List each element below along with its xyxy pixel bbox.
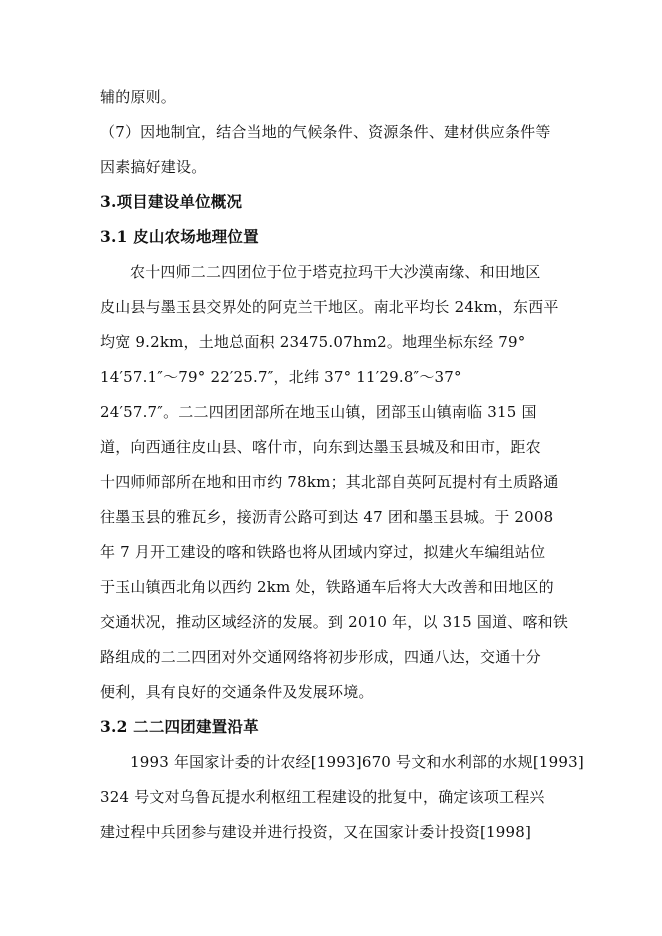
text-line-8: 均宽 9.2km，土地总面积 23475.07hm2。地理坐标东经 79° — [100, 333, 526, 351]
text-line-20: 1993 年国家计委的计农经[1993]670 号文和水利部的水规[1993] — [130, 753, 584, 771]
text-line-11: 道，向西通往皮山县、喀什市，向东到达墨玉县城及和田市，距农 — [100, 438, 541, 456]
text-line-1: 辅的原则。 — [100, 88, 177, 106]
text-line-2: （7）因地制宜，结合当地的气候条件、资源条件、建材供应条件等 — [100, 123, 551, 141]
section-heading-3: 3.项目建设单位概况 — [100, 192, 243, 211]
section-heading-3-1: 3.1 皮山农场地理位置 — [100, 227, 259, 246]
text-line-3: 因素搞好建设。 — [100, 158, 207, 176]
text-line-18: 便利，具有良好的交通条件及发展环境。 — [100, 683, 374, 701]
text-line-12: 十四师师部所在地和田市约 78km；其北部自英阿瓦提村有土质路通 — [100, 473, 559, 491]
text-line-16: 交通状况，推动区域经济的发展。到 2010 年，以 315 国道、喀和铁 — [100, 613, 569, 631]
text-line-17: 路组成的二二四团对外交通网络将初步形成，四通八达，交通十分 — [100, 648, 541, 666]
text-line-13: 往墨玉县的雅瓦乡，接沥青公路可到达 47 团和墨玉县城。于 2008 — [100, 508, 554, 526]
text-line-7: 皮山县与墨玉县交界处的阿克兰干地区。南北平均长 24km，东西平 — [100, 298, 559, 316]
text-line-6: 农十四师二二四团位于位于塔克拉玛干大沙漠南缘、和田地区 — [130, 263, 541, 281]
text-line-9: 14′57.1″～79° 22′25.7″，北纬 37° 11′29.8″～37° — [100, 368, 462, 386]
text-line-10: 24′57.7″。二二四团团部所在地玉山镇，团部玉山镇南临 315 国 — [100, 403, 537, 421]
text-line-21: 324 号文对乌鲁瓦提水利枢纽工程建设的批复中，确定该项工程兴 — [100, 788, 545, 806]
text-line-14: 年 7 月开工建设的喀和铁路也将从团域内穿过，拟建火车编组站位 — [100, 543, 546, 561]
text-line-22: 建过程中兵团参与建设并进行投资，又在国家计委计投资[1998] — [100, 823, 532, 841]
section-heading-3-2: 3.2 二二四团建置沿革 — [100, 717, 259, 736]
text-line-15: 于玉山镇西北角以西约 2km 处，铁路通车后将大大改善和田地区的 — [100, 578, 554, 596]
